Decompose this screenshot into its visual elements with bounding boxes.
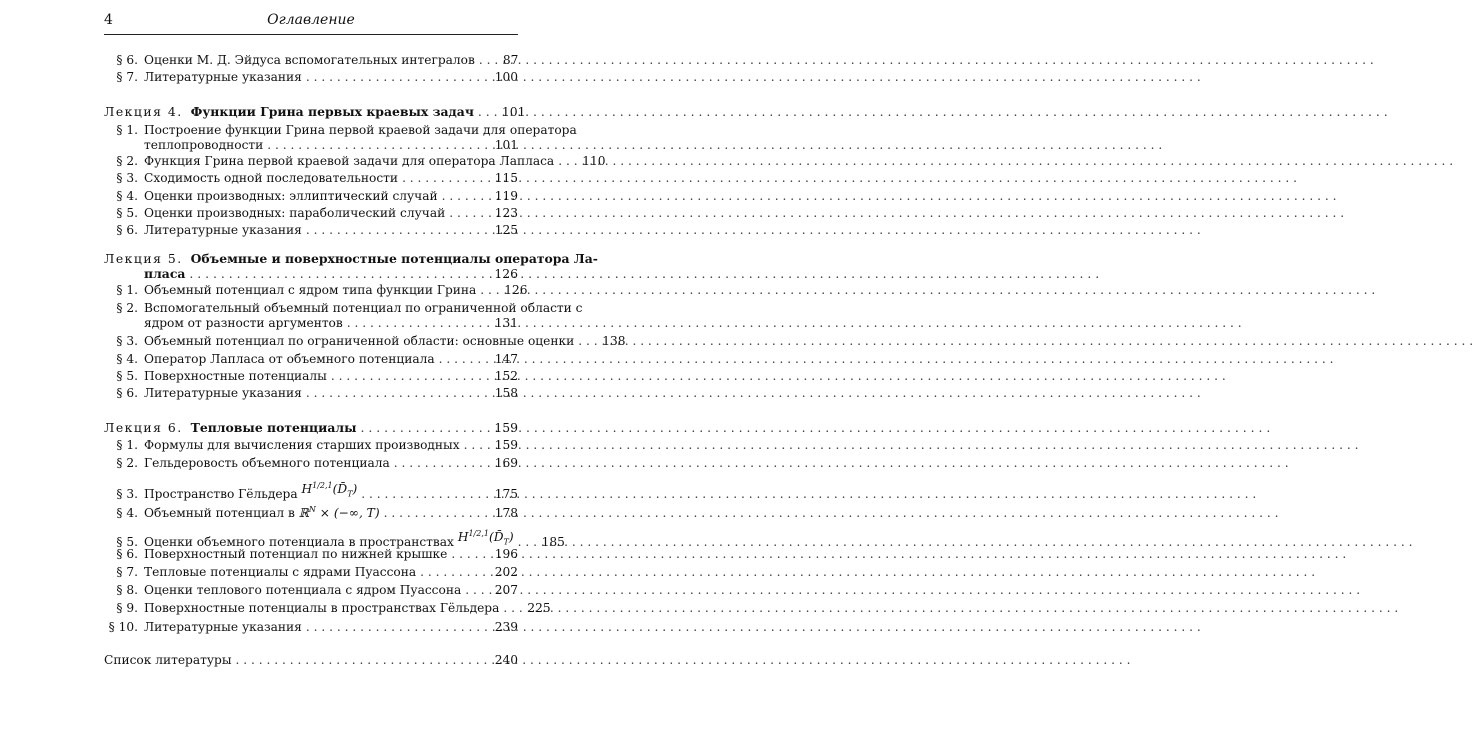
toc-entry[interactable]: § 6. Литературные указания . . . 158 bbox=[104, 386, 518, 401]
leader-dots bbox=[420, 565, 491, 580]
page-ref: 239 bbox=[494, 620, 518, 634]
page-ref: 207 bbox=[494, 583, 518, 597]
leader-dots bbox=[478, 104, 498, 119]
toc-entry[interactable]: § 2. Гельдеровость объемного потенциала . . . 169 bbox=[104, 456, 518, 471]
leader-dots bbox=[442, 189, 491, 204]
leader-dots bbox=[503, 601, 523, 616]
leader-dots bbox=[449, 206, 491, 221]
toc-entry[interactable]: § 1. Формулы для вычисления старших производных . . . 159 bbox=[104, 438, 518, 453]
toc-entry[interactable]: § 4. Оператор Лапласа от объемного потенциала . . . 147 bbox=[104, 352, 518, 367]
toc-entry[interactable]: § 5. Оценки производных: параболический случай . . . 123 bbox=[104, 206, 518, 221]
leader-dots bbox=[189, 266, 490, 281]
toc-entry[interactable]: § 1. Объемный потенциал с ядром типа функции Грина . . . 126 bbox=[104, 283, 518, 298]
toc-lecture[interactable]: Лекция 5. Объемные и поверхностные потенциалы оператора Ла- пласа . . . 126 bbox=[104, 251, 518, 281]
leader-dots bbox=[306, 620, 491, 635]
leader-dots bbox=[306, 223, 491, 238]
leader-dots bbox=[267, 138, 490, 153]
leader-dots bbox=[384, 506, 491, 521]
toc-entry[interactable]: § 2. Функция Грина первой краевой задачи для оператора Лапласа . . . 110 bbox=[104, 154, 518, 169]
page-ref: 185 bbox=[541, 534, 565, 549]
leader-dots bbox=[480, 283, 500, 298]
toc-entry[interactable]: § 8. Оценки теплового потенциала с ядром Пуассона . . . 207 bbox=[104, 583, 518, 598]
page-ref: 126 bbox=[494, 266, 518, 281]
toc-entry[interactable]: § 3. Сходимость одной последовательности . . . 115 bbox=[104, 171, 518, 186]
page-ref: 175 bbox=[494, 486, 518, 501]
page-ref: 158 bbox=[494, 386, 518, 400]
page-ref: 147 bbox=[494, 352, 518, 366]
page-ref: 101 bbox=[494, 138, 518, 152]
toc-entry[interactable]: § 5. Оценки объемного потенциала в пространствах $H^{1/2,1}(D̄_T)$ . . . 185 bbox=[104, 526, 518, 550]
toc-entry[interactable]: § 3. Объемный потенциал по ограниченной области: основные оценки . . . 138 bbox=[104, 334, 518, 349]
running-title: Оглавление bbox=[267, 12, 355, 28]
page-ref: 110 bbox=[582, 154, 606, 168]
page-ref: 100 bbox=[494, 70, 518, 84]
toc-entry[interactable]: § 7. Тепловые потенциалы с ядрами Пуассона . . . 202 bbox=[104, 565, 518, 580]
running-header bbox=[104, 8, 518, 32]
toc-lecture[interactable]: Лекция 4. Функции Грина первых краевых задач . . . 101 bbox=[104, 104, 518, 119]
page-ref: 202 bbox=[494, 565, 518, 579]
leader-dots bbox=[558, 154, 578, 169]
toc-entry[interactable]: § 4. Оценки производных: эллиптический случай . . . 119 bbox=[104, 189, 518, 204]
toc-entry[interactable]: § 6. Оценки М. Д. Эйдуса вспомогательных интегралов . . . 87 bbox=[104, 53, 518, 68]
page-ref: 159 bbox=[494, 420, 518, 435]
toc-entry[interactable]: § 6. Литературные указания . . . 125 bbox=[104, 223, 518, 238]
math-formula: ℝ$^N$ × (−∞, T) bbox=[298, 505, 380, 521]
page-ref: 225 bbox=[527, 601, 551, 615]
page-ref: 178 bbox=[494, 506, 518, 521]
page-ref: 240 bbox=[494, 653, 518, 667]
toc-entry[interactable]: § 10. Литературные указания . . . 239 bbox=[104, 620, 518, 635]
leader-dots bbox=[402, 171, 491, 186]
toc-entry[interactable]: § 9. Поверхностные потенциалы в пространствах Гёльдера . . . 225 bbox=[104, 601, 518, 616]
leader-dots bbox=[451, 547, 490, 562]
page-number: 4 bbox=[104, 12, 113, 28]
math-formula: $H^{1/2,1}(D̄_T)$ bbox=[301, 481, 358, 499]
page-ref: 138 bbox=[602, 334, 626, 348]
leader-dots bbox=[347, 316, 491, 331]
leader-dots bbox=[394, 456, 491, 471]
leader-dots bbox=[361, 487, 490, 502]
leader-dots bbox=[306, 70, 491, 85]
page-ref: 126 bbox=[504, 283, 528, 297]
page-ref: 125 bbox=[494, 223, 518, 237]
leader-dots bbox=[236, 653, 491, 668]
toc-entry[interactable]: § 4. Объемный потенциал в ℝ$^N$ × (−∞, T) . . . 178 bbox=[104, 502, 518, 521]
page-ref: 87 bbox=[502, 53, 519, 67]
page-ref: 119 bbox=[494, 189, 518, 203]
math-formula: $H^{1/2,1}(D̄_T)$ bbox=[457, 529, 514, 547]
leader-dots bbox=[464, 438, 491, 453]
page-ref: 131 bbox=[494, 316, 518, 330]
page-ref: 101 bbox=[501, 104, 526, 119]
toc-entry[interactable]: § 1. Построение функции Грина первой краевой задачи для оператора теплопроводности . . . 101 bbox=[104, 123, 518, 153]
page-ref: 152 bbox=[494, 369, 518, 383]
leader-dots bbox=[465, 583, 491, 598]
toc-entry[interactable]: § 2. Вспомогательный объемный потенциал по ограниченной области с ядром от разности аргументов . . . 131 bbox=[104, 301, 518, 331]
leader-dots bbox=[361, 420, 491, 435]
page-ref: 159 bbox=[494, 438, 518, 452]
lecture-title: Объемные и поверхностные потенциалы оператора Ла- bbox=[190, 251, 598, 266]
lecture-title: Функции Грина первых краевых задач bbox=[190, 104, 474, 119]
toc-entry[interactable]: § 7. Литературные указания . . . 100 bbox=[104, 70, 518, 85]
toc-page bbox=[0, 0, 626, 750]
leader-dots bbox=[331, 369, 491, 384]
page-ref: 169 bbox=[494, 456, 518, 470]
leader-dots bbox=[306, 386, 491, 401]
leader-dots bbox=[439, 352, 491, 367]
toc-entry[interactable]: § 5. Поверхностные потенциалы . . . 152 bbox=[104, 369, 518, 384]
toc-bibliography[interactable]: Список литературы . . . 240 bbox=[104, 653, 518, 668]
toc-entry[interactable]: § 3. Пространство Гёльдера $H^{1/2,1}(D̄_T)$ . . . 175 bbox=[104, 478, 518, 502]
leader-dots bbox=[479, 53, 499, 68]
toc-entry[interactable]: § 6. Поверхностный потенциал по нижней крышке . . . 196 bbox=[104, 547, 518, 562]
page-ref: 196 bbox=[494, 547, 518, 561]
page-ref: 123 bbox=[494, 206, 518, 220]
page-ref: 115 bbox=[494, 171, 518, 185]
leader-dots bbox=[578, 334, 598, 349]
toc-lecture[interactable]: Лекция 6. Тепловые потенциалы . . . 159 bbox=[104, 420, 518, 435]
lecture-title: Тепловые потенциалы bbox=[190, 420, 357, 435]
header-rule bbox=[104, 34, 518, 35]
